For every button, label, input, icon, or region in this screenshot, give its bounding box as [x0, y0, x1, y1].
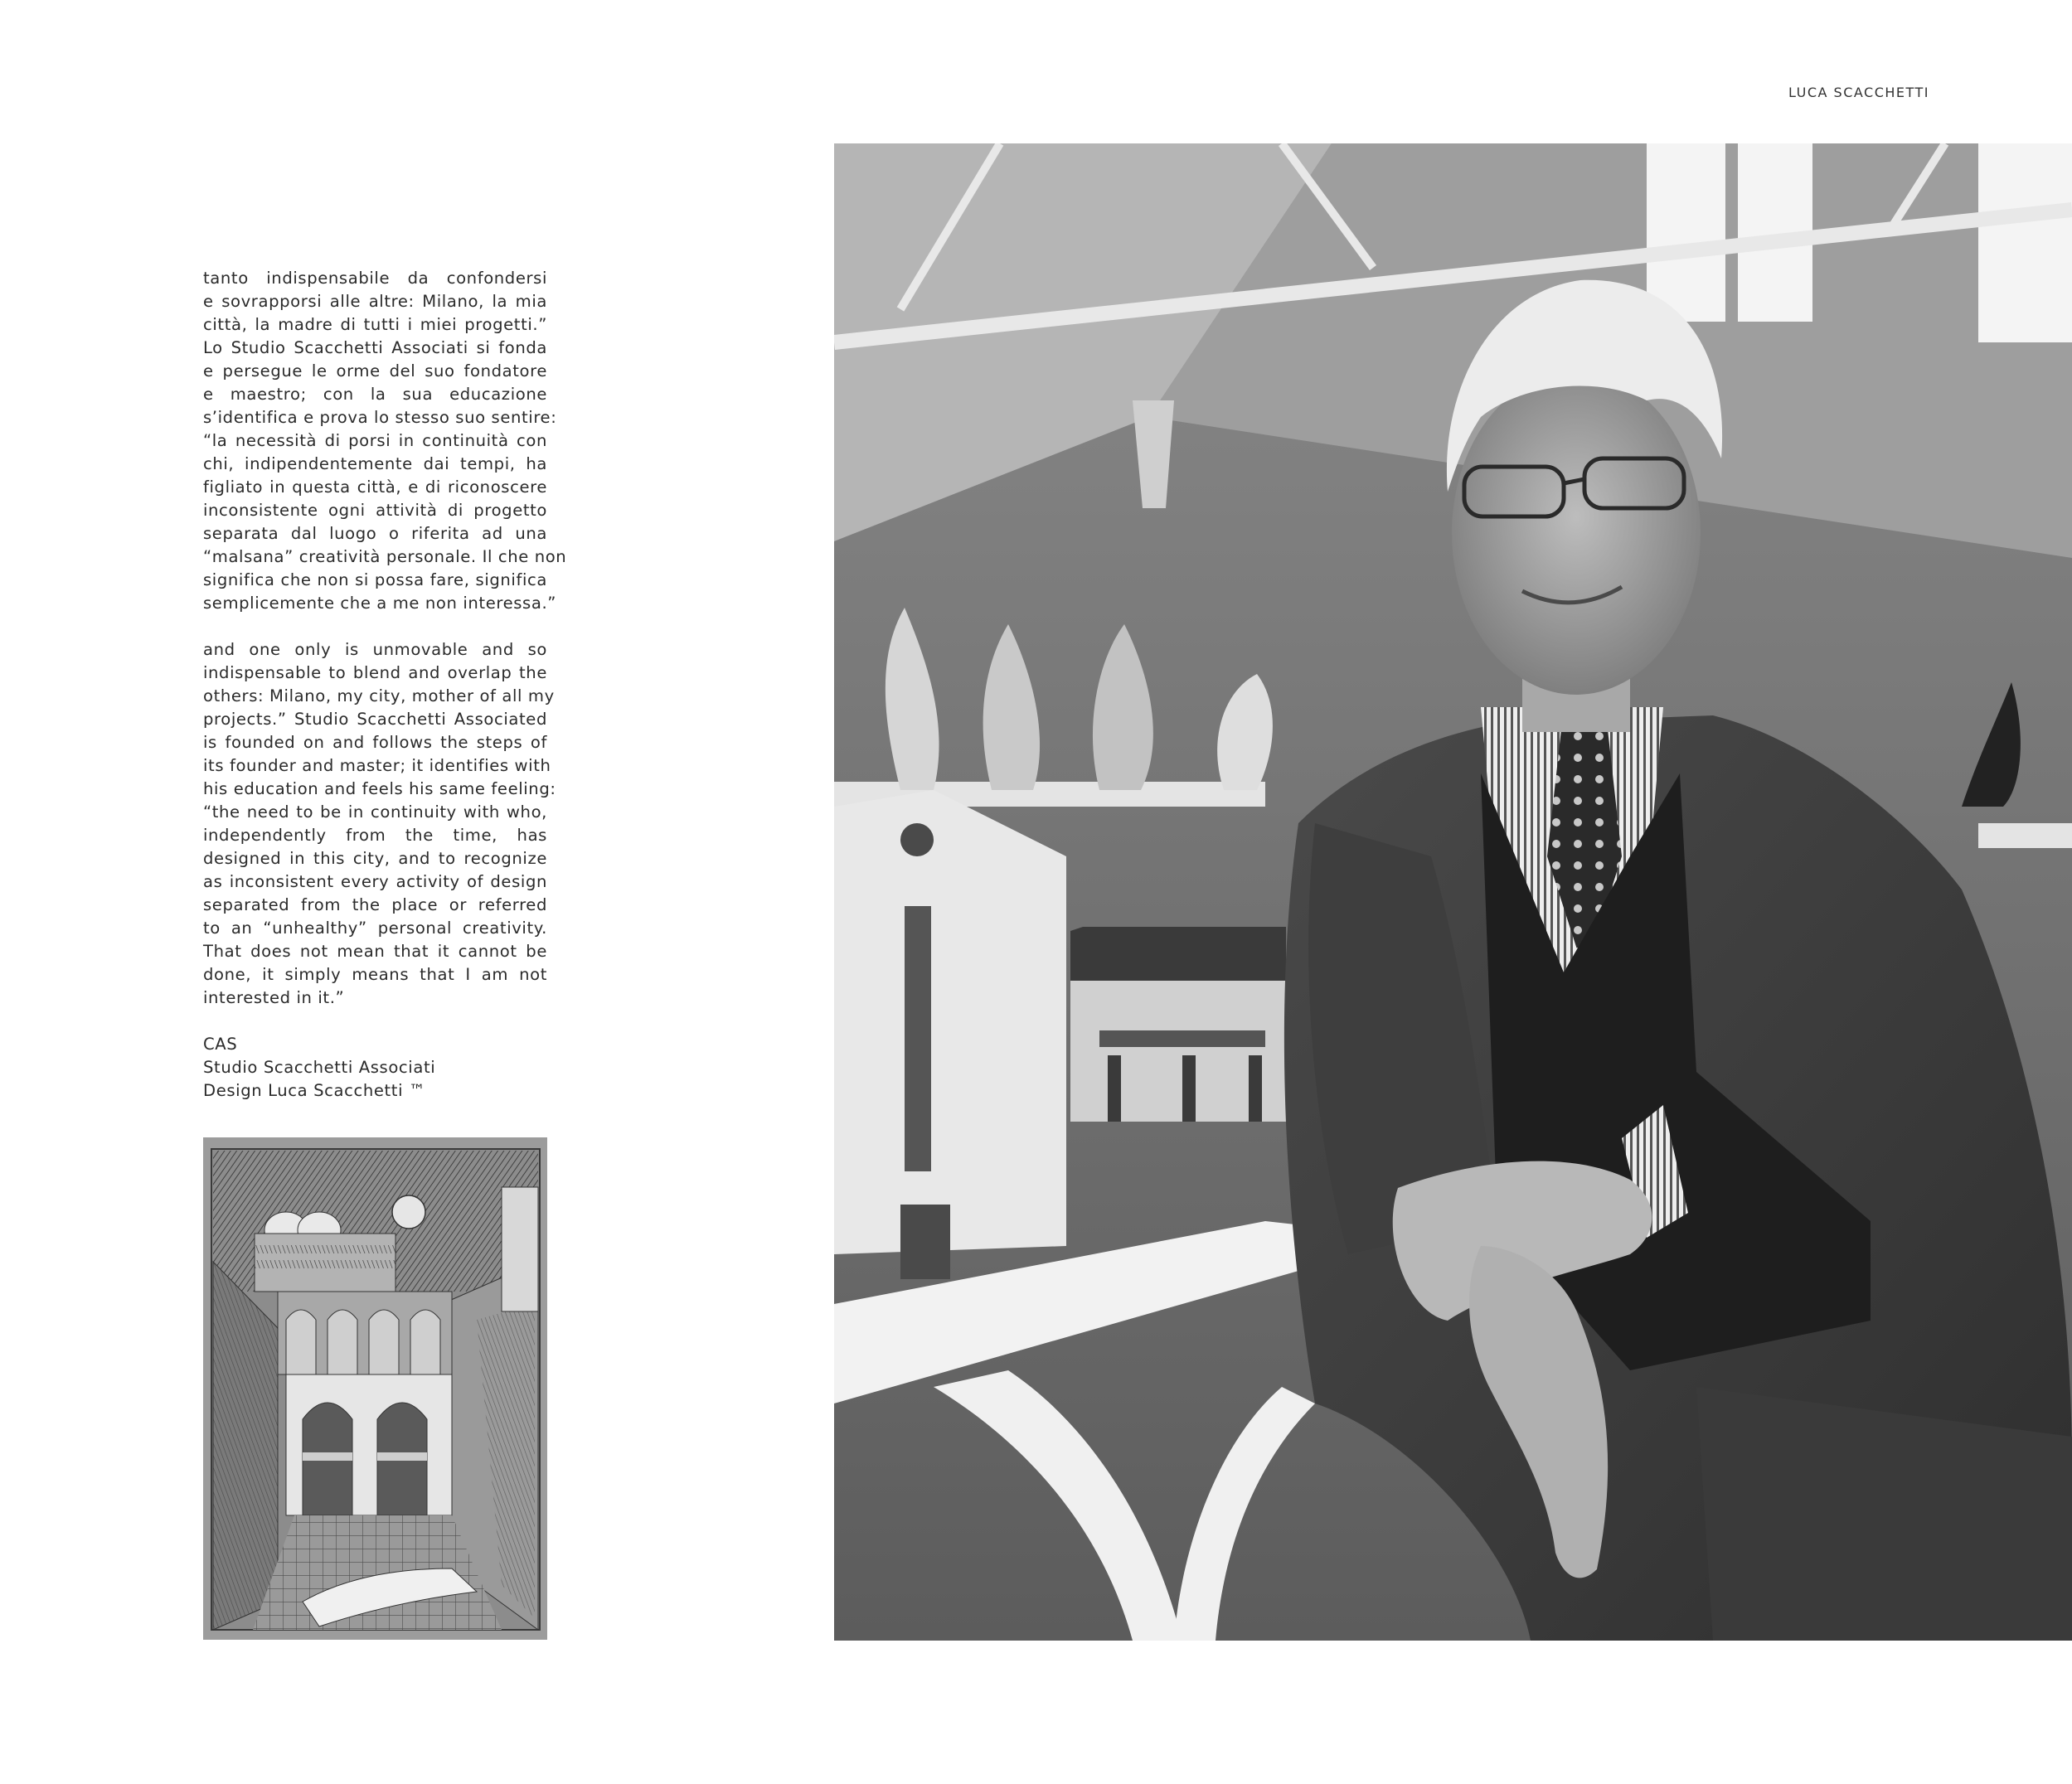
text-line: his education and feels his same feeling: — [203, 779, 556, 798]
text-line: independently from the time, has — [203, 826, 547, 845]
text-line: e persegue le orme del suo fondatore — [203, 361, 547, 381]
credits — [203, 1033, 547, 1103]
text-line: semplicemente che a me non interessa.” — [203, 594, 557, 613]
text-line: “the need to be in continuity with who, — [203, 802, 547, 822]
text-line: to an “unhealthy” personal creativity. — [203, 919, 547, 938]
text-line: and one only is unmovable and so — [203, 640, 547, 659]
text-line: inconsistente ogni attività di progetto — [203, 501, 547, 520]
portrait-photo-icon — [834, 143, 2072, 1641]
text-line: is founded on and follows the steps of — [203, 733, 547, 752]
english-paragraph — [203, 638, 556, 1010]
text-line: as inconsistent every activity of design — [203, 872, 547, 891]
text-line: città, la madre di tutti i miei progetti.” — [203, 315, 547, 334]
text-column — [203, 267, 567, 1103]
credit-line: Studio Scacchetti Associati — [203, 1058, 436, 1077]
credit-line: Design Luca Scacchetti ™ — [203, 1081, 426, 1100]
text-line: separata dal luogo o riferita ad una — [203, 524, 547, 543]
text-line: projects.” Studio Scacchetti Associated — [203, 710, 547, 729]
text-line: s’identifica e prova lo stesso suo sentire: — [203, 408, 557, 427]
text-line: tanto indispensabile da confondersi — [203, 269, 547, 288]
text-line: done, it simply means that I am not — [203, 965, 547, 984]
text-line: chi, indipendentemente dai tempi, ha — [203, 454, 547, 473]
text-line: others: Milano, my city, mother of all my — [203, 686, 555, 705]
text-line: interested in it.” — [203, 988, 345, 1007]
running-head: LUCA SCACCHETTI — [1788, 85, 1929, 100]
text-line: indispensable to blend and overlap the — [203, 663, 547, 682]
text-line: “la necessità di porsi in continuità con — [203, 431, 547, 450]
text-line: e maestro; con la sua educazione — [203, 385, 547, 404]
text-line: its founder and master; it identifies with — [203, 756, 551, 775]
text-line: designed in this city, and to recognize — [203, 849, 547, 868]
text-line: figliato in questa città, e di riconoscere — [203, 478, 547, 497]
text-line: Lo Studio Scacchetti Associati si fonda — [203, 338, 547, 357]
text-line: That does not mean that it cannot be — [203, 942, 547, 961]
text-line: separated from the place or referred — [203, 895, 547, 914]
text-line: “malsana” creatività personale. Il che non — [203, 547, 567, 566]
text-line: e sovrapporsi alle altre: Milano, la mia — [203, 292, 547, 311]
italian-paragraph — [203, 267, 567, 615]
architectural-sketch-icon — [203, 1137, 547, 1640]
text-line: significa che non si possa fare, significa — [203, 570, 547, 589]
credit-line: CAS — [203, 1035, 238, 1054]
